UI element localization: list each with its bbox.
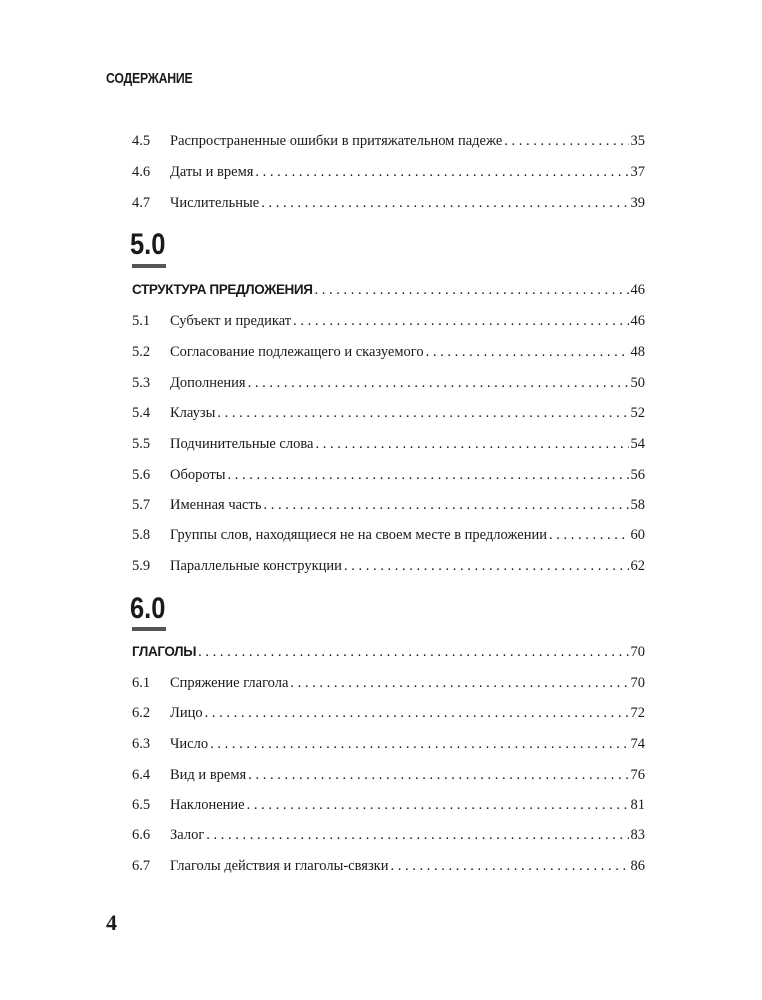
toc-entry[interactable] (132, 704, 645, 722)
entry-page: 46 (630, 282, 645, 298)
toc-entry[interactable] (132, 796, 645, 814)
entry-number: 5.3 (132, 375, 151, 391)
entry-number: 5.6 (132, 467, 151, 483)
dot-leader (390, 857, 628, 875)
dot-leader (315, 281, 629, 299)
chapter-underline (132, 264, 166, 268)
dot-leader (198, 643, 628, 661)
dot-leader (206, 826, 628, 844)
entry-page: 60 (630, 527, 645, 543)
entry-label: Клаузы (170, 405, 216, 421)
toc-entry[interactable] (132, 466, 645, 484)
entry-number: 6.4 (132, 767, 151, 783)
entry-page: 50 (630, 375, 645, 391)
toc-entry[interactable] (132, 766, 645, 784)
entry-page: 52 (630, 405, 645, 421)
entry-page: 81 (630, 797, 645, 813)
entry-label: Субъект и предикат (170, 313, 292, 329)
entry-number: 4.7 (132, 195, 151, 211)
entry-number: 5.9 (132, 558, 151, 574)
chapter-title-entry[interactable] (132, 281, 645, 299)
entry-number: 4.6 (132, 164, 151, 180)
entry-number: 5.8 (132, 527, 151, 543)
toc-entry[interactable] (132, 735, 645, 753)
entry-number: 5.4 (132, 405, 151, 421)
entry-label: Именная часть (170, 497, 262, 513)
dot-leader (205, 704, 629, 722)
entry-number: 4.5 (132, 133, 151, 149)
entry-label: Числительные (170, 195, 260, 211)
dot-leader (217, 404, 628, 422)
dot-leader (248, 374, 629, 392)
toc-entry[interactable] (132, 496, 645, 514)
toc-entry[interactable] (132, 526, 645, 544)
dot-leader (344, 557, 629, 575)
dot-leader (210, 735, 628, 753)
entry-page: 58 (630, 497, 645, 513)
toc-entry[interactable] (132, 312, 645, 330)
entry-page: 48 (630, 344, 645, 360)
entry-label: Обороты (170, 467, 226, 483)
page-number: 4 (106, 910, 117, 935)
toc-entry[interactable] (132, 343, 645, 361)
dot-leader (247, 796, 629, 814)
entry-label: Даты и время (170, 164, 254, 180)
entry-page: 83 (630, 827, 645, 843)
dot-leader (248, 766, 628, 784)
toc-entry[interactable] (132, 163, 645, 181)
toc-entry[interactable] (132, 674, 645, 692)
entry-label: Распространенные ошибки в притяжательном падеже (170, 133, 503, 149)
chapter-underline (132, 627, 166, 631)
dot-leader (255, 163, 628, 181)
dot-leader (293, 312, 628, 330)
entry-page: 72 (630, 705, 645, 721)
entry-page: 70 (630, 644, 645, 660)
entry-page: 35 (630, 133, 645, 149)
toc-entry[interactable] (132, 132, 645, 150)
chapter-title: ГЛАГОЛЫ (132, 644, 197, 659)
entry-label: Подчинительные слова (170, 436, 314, 452)
toc-header: СОДЕРЖАНИЕ (106, 70, 193, 87)
dot-leader (263, 496, 628, 514)
entry-page: 46 (630, 313, 645, 329)
dot-leader (228, 466, 629, 484)
entry-label: Число (170, 736, 209, 752)
toc-entry[interactable] (132, 404, 645, 422)
entry-page: 37 (630, 164, 645, 180)
entry-label: Согласование подлежащего и сказуемого (170, 344, 424, 360)
chapter-number: 6.0 (130, 592, 166, 625)
entry-page: 74 (630, 736, 645, 752)
entry-page: 76 (630, 767, 645, 783)
entry-label: Наклонение (170, 797, 245, 813)
entry-page: 54 (630, 436, 645, 452)
entry-label: Дополнения (170, 375, 246, 391)
entry-page: 62 (630, 558, 645, 574)
toc-entry[interactable] (132, 194, 645, 212)
entry-number: 6.3 (132, 736, 151, 752)
entry-number: 6.2 (132, 705, 151, 721)
entry-number: 5.1 (132, 313, 151, 329)
dot-leader (261, 194, 628, 212)
entry-label: Залог (170, 827, 205, 843)
entry-number: 6.1 (132, 675, 151, 691)
entry-label: Спряжение глагола (170, 675, 289, 691)
entry-page: 56 (630, 467, 645, 483)
entry-label: Глаголы действия и глаголы-связки (170, 858, 389, 874)
dot-leader (315, 435, 628, 453)
entry-page: 70 (630, 675, 645, 691)
dot-leader (504, 132, 628, 150)
entry-number: 6.5 (132, 797, 151, 813)
chapter-number: 5.0 (130, 228, 166, 261)
entry-label: Группы слов, находящиеся не на своем месте в предложении (170, 527, 547, 543)
entry-page: 39 (630, 195, 645, 211)
entry-page: 86 (630, 858, 645, 874)
dot-leader (549, 526, 629, 544)
dot-leader (426, 343, 629, 361)
toc-entry[interactable] (132, 826, 645, 844)
entry-label: Вид и время (170, 767, 247, 783)
entry-number: 5.5 (132, 436, 151, 452)
dot-leader (290, 674, 628, 692)
entry-label: Лицо (170, 705, 203, 721)
chapter-title-entry[interactable] (132, 643, 645, 661)
entry-number: 5.7 (132, 497, 151, 513)
chapter-title: СТРУКТУРА ПРЕДЛОЖЕНИЯ (132, 282, 313, 297)
toc-entry[interactable] (132, 857, 645, 875)
entry-number: 5.2 (132, 344, 151, 360)
entry-number: 6.7 (132, 858, 151, 874)
toc-entry[interactable] (132, 435, 645, 453)
entry-number: 6.6 (132, 827, 151, 843)
toc-entry[interactable] (132, 557, 645, 575)
entry-label: Параллельные конструкции (170, 558, 342, 574)
toc-entry[interactable] (132, 374, 645, 392)
